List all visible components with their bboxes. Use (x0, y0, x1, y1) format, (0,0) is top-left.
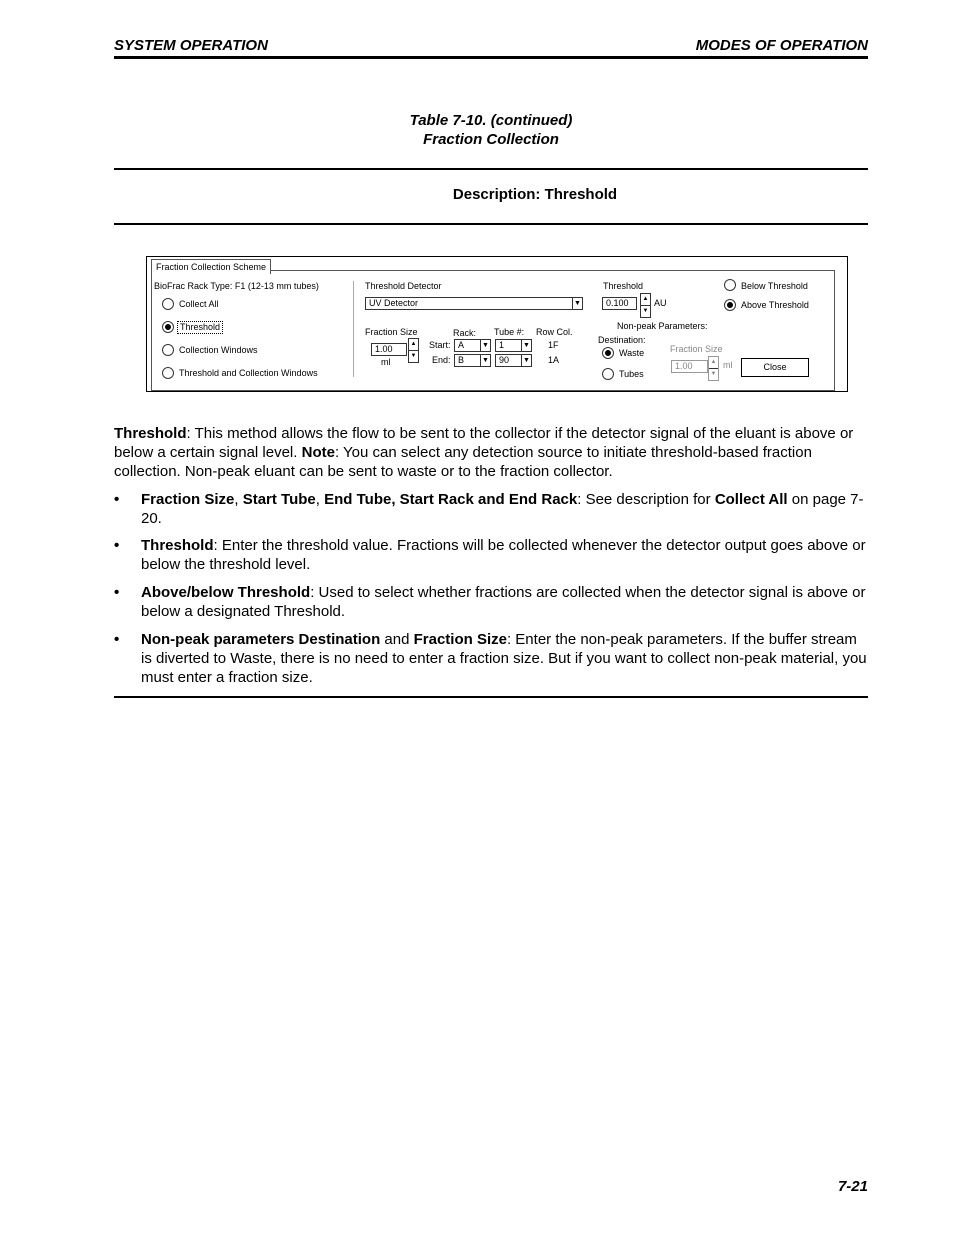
end-tube-select[interactable]: 90 (495, 354, 522, 367)
intro-text-2: : You can select any detection source to initiate threshold-based fraction collection. Non-peak eluant can be sent to waste or to the fraction collector. (114, 444, 812, 480)
b2-term: Threshold (141, 537, 214, 554)
b1-term-4: Collect All (714, 491, 788, 508)
end-rack-select[interactable]: B (454, 354, 481, 367)
detector-select[interactable]: UV Detector (365, 297, 573, 310)
table-header-rule (114, 223, 868, 225)
mode-threshold-radio[interactable] (162, 321, 174, 333)
b1-term-1: Fraction Size (141, 491, 235, 508)
b3-text: : Used to select whether fractions are collected when the detector signal is above or below a designated Threshold. (141, 584, 866, 620)
fraction-size-label: Fraction Size (365, 327, 418, 337)
step-down-icon[interactable]: ▼ (409, 350, 418, 362)
b1-term-2: Start Tube (242, 491, 316, 508)
b4-mid: and (380, 631, 414, 648)
b4-term-2: Fraction Size (413, 631, 507, 648)
table-title (114, 111, 868, 149)
destination-label: Destination: (598, 335, 646, 345)
non-peak-fraction-size-label: Fraction Size (670, 344, 723, 354)
end-tube-dropdown-icon[interactable]: ▼ (521, 354, 532, 367)
fraction-size-input[interactable]: 1.00 (371, 343, 407, 356)
end-rowcol-value: 1A (548, 355, 560, 365)
page-number: 7-21 (837, 1178, 868, 1195)
b2-text: : Enter the threshold value. Fractions will be collected whenever the detector output goes above or below the threshold level. (141, 537, 866, 573)
start-label: Start: (429, 340, 451, 350)
threshold-input[interactable]: 0.100 (602, 297, 637, 310)
threshold-stepper[interactable] (640, 293, 651, 318)
start-tube-select[interactable]: 1 (495, 339, 522, 352)
column-divider (353, 281, 354, 377)
step-down-icon[interactable]: ▼ (709, 368, 718, 380)
bullet-icon: • (114, 537, 120, 554)
scheme-tab-panel (151, 270, 835, 391)
fraction-size-unit: ml (381, 357, 391, 367)
start-rowcol-value: 1F (548, 340, 559, 350)
mode-collect-all-radio[interactable] (162, 298, 174, 310)
b1-text-2: on page 7-20. (141, 491, 864, 527)
mode-collection-windows-radio[interactable] (162, 344, 174, 356)
threshold-description (114, 424, 868, 481)
non-peak-fraction-size-stepper[interactable] (708, 356, 719, 381)
step-up-icon[interactable]: ▲ (642, 296, 649, 302)
rowcol-column-label: Row Col. (536, 327, 573, 337)
step-up-icon[interactable]: ▲ (410, 341, 417, 347)
tab-fraction-collection-scheme[interactable]: Fraction Collection Scheme (151, 259, 271, 274)
start-tube-dropdown-icon[interactable]: ▼ (521, 339, 532, 352)
bullet-item-non-peak-parameters (114, 630, 868, 687)
header-rule (114, 56, 868, 59)
b3-term: Above/below Threshold (141, 584, 311, 601)
mode-threshold-label: Threshold (177, 321, 223, 334)
table-bottom-rule (114, 696, 868, 698)
above-threshold-label: Above Threshold (741, 300, 809, 310)
start-rack-dropdown-icon[interactable]: ▼ (480, 339, 491, 352)
table-title-line2: Fraction Collection (423, 131, 559, 148)
rack-type-label: BioFrac Rack Type: F1 (12-13 mm tubes) (154, 281, 319, 291)
table-column-header: Description: Threshold (452, 186, 618, 203)
mode-collect-all-label: Collect All (179, 299, 219, 309)
destination-tubes-radio[interactable] (602, 368, 614, 380)
mode-collection-windows-label: Collection Windows (179, 345, 258, 355)
b1-sep-1: , (234, 491, 243, 508)
above-threshold-radio[interactable] (724, 299, 736, 311)
fraction-size-stepper[interactable] (408, 338, 419, 363)
tube-column-label: Tube #: (494, 327, 525, 337)
b1-term-3: End Tube, Start Rack and End Rack (324, 491, 578, 508)
intro-text-1: : This method allows the flow to be sent to the collector if the detector signal of the eluant is above or below a certain signal level. (114, 425, 854, 461)
b1-text-1: : See description for (577, 491, 715, 508)
mode-threshold-and-windows-radio[interactable] (162, 367, 174, 379)
non-peak-fraction-size-input[interactable]: 1.00 (671, 360, 708, 373)
bullet-icon: • (114, 491, 120, 508)
mode-threshold-and-windows-label: Threshold and Collection Windows (179, 368, 318, 378)
header-section-title: SYSTEM OPERATION (114, 37, 268, 54)
table-title-line1: Table 7-10. (continued) (409, 112, 573, 129)
threshold-unit: AU (654, 298, 667, 308)
b4-term-1: Non-peak parameters Destination (141, 631, 381, 648)
below-threshold-radio[interactable] (724, 279, 736, 291)
bullet-item-threshold (114, 536, 868, 574)
close-button[interactable]: Close (741, 358, 809, 377)
start-rack-select[interactable]: A (454, 339, 481, 352)
below-threshold-label: Below Threshold (741, 281, 808, 291)
step-down-icon[interactable]: ▼ (641, 305, 650, 317)
step-up-icon[interactable]: ▲ (710, 359, 717, 365)
table-top-rule (114, 168, 868, 170)
end-rack-dropdown-icon[interactable]: ▼ (480, 354, 491, 367)
bullet-item-above-below-threshold (114, 583, 868, 621)
threshold-detector-label: Threshold Detector (365, 281, 442, 291)
non-peak-fraction-size-unit: ml (723, 360, 733, 370)
bullet-icon: • (114, 631, 120, 648)
intro-term: Threshold (114, 425, 187, 442)
b1-sep-2: , (315, 491, 325, 508)
detector-dropdown-arrow-icon[interactable]: ▼ (572, 297, 583, 310)
destination-waste-radio[interactable] (602, 347, 614, 359)
header-chapter-title: MODES OF OPERATION (695, 37, 868, 54)
bullet-icon: • (114, 584, 120, 601)
end-label: End: (432, 355, 451, 365)
rack-column-label: Rack: (453, 328, 477, 338)
intro-note: Note (301, 444, 335, 461)
threshold-label: Threshold (603, 281, 644, 291)
fraction-collection-dialog (146, 256, 848, 392)
bullet-item-fraction-size (114, 490, 868, 528)
non-peak-parameters-label: Non-peak Parameters: (617, 321, 708, 331)
destination-tubes-label: Tubes (619, 369, 644, 379)
b4-text: : Enter the non-peak parameters. If the buffer stream is diverted to Waste, there is no need to enter a fraction size. But if you want to collect non-peak material, you must enter a fraction size. (141, 631, 867, 686)
destination-waste-label: Waste (619, 348, 645, 358)
